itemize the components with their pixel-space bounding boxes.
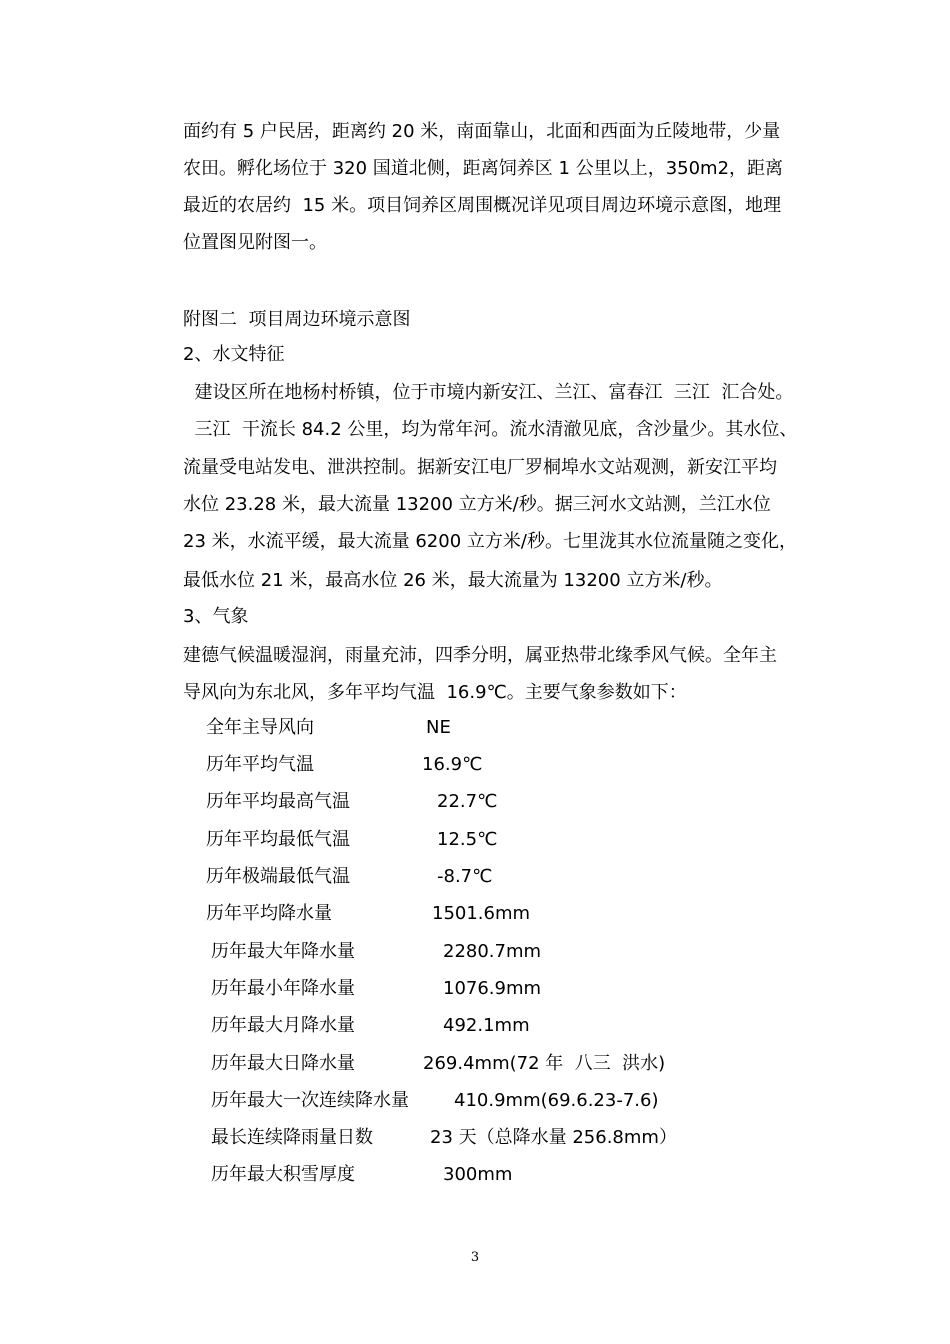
param-value: -8.7℃ <box>437 866 493 887</box>
param-value: 269.4mm(72 年 八三 洪水) <box>423 1053 666 1074</box>
param-label: 历年最大日降水量 <box>211 1053 355 1074</box>
param-label: 历年极端最低气温 <box>206 866 350 887</box>
param-label: 最长连续降雨量日数 <box>211 1127 373 1148</box>
param-value: 1501.6mm <box>432 903 531 924</box>
section-heading-weather: 3、气象 <box>183 606 249 627</box>
param-value: NE <box>426 717 451 738</box>
figure-caption: 附图二 项目周边环境示意图 <box>183 309 411 330</box>
hydrology-line: 水位 23.28 米，最大流量 13200 立方米/秒。据三河水文站测，兰江水位 <box>183 494 771 515</box>
hydrology-line: 建设区所在地杨村桥镇，位于市境内新安江、兰江、富春江 三江 汇合处。 <box>183 382 794 403</box>
param-value: 16.9℃ <box>422 754 483 775</box>
param-value: 492.1mm <box>443 1015 530 1036</box>
param-value: 22.7℃ <box>437 791 498 812</box>
intro-line: 农田。孵化场位于 320 国道北侧，距离饲养区 1 公里以上，350m2，距离 <box>183 158 784 179</box>
param-label: 历年平均气温 <box>206 754 314 775</box>
intro-line: 面约有 5 户民居，距离约 20 米，南面靠山，北面和西面为丘陵地带，少量 <box>183 121 781 142</box>
intro-line: 位置图见附图一。 <box>183 232 327 253</box>
param-value: 1076.9mm <box>443 978 542 999</box>
param-label: 历年最小年降水量 <box>211 978 355 999</box>
param-label: 历年平均最低气温 <box>206 829 350 850</box>
param-value: 300mm <box>443 1164 513 1185</box>
param-label: 历年最大月降水量 <box>211 1015 355 1036</box>
param-label: 历年平均最高气温 <box>206 791 350 812</box>
section-heading-hydrology: 2、水文特征 <box>183 344 285 365</box>
intro-line: 最近的农居约 15 米。项目饲养区周围概况详见项目周边环境示意图，地理 <box>183 195 782 216</box>
param-value: 12.5℃ <box>437 829 498 850</box>
param-value: 410.9mm(69.6.23-7.6) <box>454 1090 659 1111</box>
param-label: 历年最大积雪厚度 <box>211 1164 355 1185</box>
hydrology-line: 流量受电站发电、泄洪控制。据新安江电厂罗桐埠水文站观测，新安江平均 <box>183 457 777 478</box>
hydrology-line: 23 米，水流平缓，最大流量 6200 立方米/秒。七里泷其水位流量随之变化， <box>183 531 797 552</box>
page-number: 3 <box>470 1250 480 1265</box>
param-label: 历年平均降水量 <box>206 903 332 924</box>
weather-line: 建德气候温暖湿润，雨量充沛，四季分明，属亚热带北缘季风气候。全年主 <box>183 645 777 666</box>
param-label: 历年最大一次连续降水量 <box>211 1090 409 1111</box>
hydrology-line: 三江 干流长 84.2 公里，均为常年河。流水清澈见底，含沙量少。其水位、 <box>183 419 798 440</box>
param-value: 2280.7mm <box>443 941 542 962</box>
hydrology-line: 最低水位 21 米，最高水位 26 米，最大流量为 13200 立方米/秒。 <box>183 570 723 591</box>
param-label: 历年最大年降水量 <box>211 941 355 962</box>
weather-line: 导风向为东北风，多年平均气温 16.9℃。主要气象参数如下： <box>183 682 687 703</box>
param-value: 23 天（总降水量 256.8mm） <box>430 1127 677 1148</box>
param-label: 全年主导风向 <box>206 717 314 738</box>
